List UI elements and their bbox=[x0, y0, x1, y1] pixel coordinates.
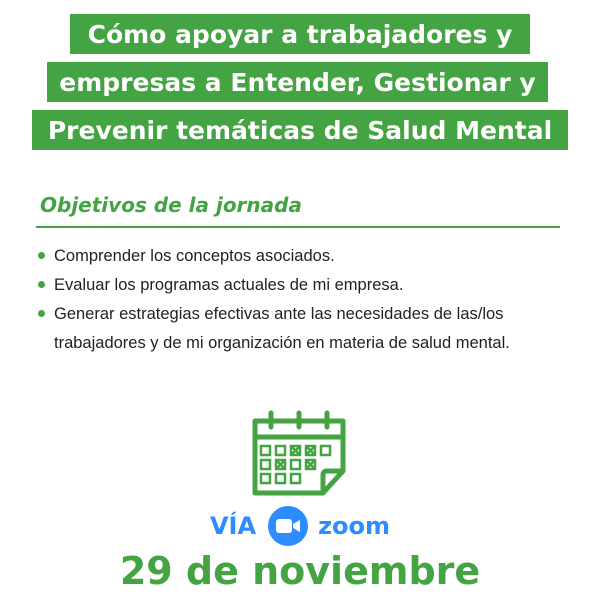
title-band-1 bbox=[70, 14, 530, 54]
section-divider bbox=[36, 226, 560, 228]
title-band-3 bbox=[32, 110, 568, 150]
objective-item bbox=[36, 271, 556, 300]
title-line-3: Prevenir temáticas de Salud Mental bbox=[47, 115, 553, 145]
zoom-wordmark: zoom bbox=[318, 512, 391, 540]
bullet-icon bbox=[38, 281, 45, 288]
objective-item bbox=[36, 300, 556, 358]
objective-text: Generar estrategias efectivas ante las necesidades de las/los trabajadores y de mi organización en materia de salud mental. bbox=[54, 305, 510, 352]
objective-text: Comprender los conceptos asociados. bbox=[54, 247, 335, 265]
bullet-icon bbox=[38, 310, 45, 317]
calendar-icon bbox=[247, 409, 353, 497]
event-date: 29 de noviembre bbox=[119, 549, 481, 593]
via-label: VÍA bbox=[209, 512, 257, 540]
section-heading: Objetivos de la jornada bbox=[40, 193, 302, 217]
objective-text: Evaluar los programas actuales de mi empresa. bbox=[54, 276, 404, 294]
title-line-1: Cómo apoyar a trabajadores y bbox=[87, 19, 513, 49]
title-line-2: empresas a Entender, Gestionar y bbox=[59, 67, 536, 97]
via-zoom-row bbox=[0, 506, 600, 546]
title-notch bbox=[291, 0, 309, 9]
objective-item bbox=[36, 242, 556, 271]
title-band-2 bbox=[47, 62, 548, 102]
bullet-icon bbox=[38, 252, 45, 259]
objectives-list bbox=[36, 242, 556, 358]
zoom-camera-icon bbox=[268, 506, 308, 546]
